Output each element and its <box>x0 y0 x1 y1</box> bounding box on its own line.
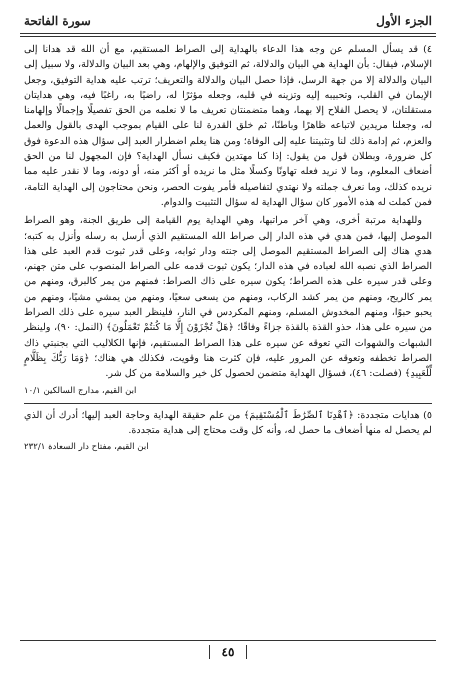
paragraph-4: ٤) قد يسأل المسلم عن وجه هذا الدعاء بالهداية إلى الصراط المستقيم، مع أن الله قد هدانا إلى الإسلام، فيقال: بأن الهداية هي البيان والدلالة، ثم التوفيق والإلهام، وهي بعد البيان والدلالة، ولا سبيل إلى البيان والدلالة إلا من جهة الرسل، فإذا حصل البيان والدلالة والتعريف؛ ترتب عليه هداية التوفيق، وجعل الإيمان في القلب، وتحبيبه إليه وتزينه في قلبه، وجعله مؤثرًا له، راضيًا به، راغبًا فيه، وهي هدايتان مستقلتان، لا يحصل الفلاح إلا بهما، وهما متضمنتان تعريف ما لا نعلمه من الحق تفصيلًا وإجمالًا وإلهامنا له، وجعلنا مريدين لاتباعه ظاهرًا وباطنًا، ثم خلق القدرة لنا على القيام بموجب الهدى بالقول والعمل والعزم، ثم إدامة ذلك لنا وتثبيتنا عليه إلى الوفاة؛ ومن هنا يعلم اضطرار العبد إلى سؤال هذه الدعوة فوق كل ضرورة، وبطلان قول من يقول: إذا كنا مهتدين فكيف نسأل الهداية؟ فإن المجهول لنا من الحق أضعاف المعلوم، وما لا نريد فعله تهاونًا وكسلًا مثل ما نريده أو أكثر منه، أو دونه، وما لا نقدر عليه مما نريده كذلك، وما نعرف جملته ولا نهتدي لتفاصيله فأمر يفوت الحصر، ونحن محتاجون إلى الهداية التامة، فمن كملت له هذه الأمور كان سؤال الهداية له سؤال التثبيت والدوام. <box>24 44 432 208</box>
footer-rule <box>20 640 436 641</box>
page-header <box>24 10 432 32</box>
reference-2: ابن القيم، مفتاح دار السعادة ٢٣٢/١ <box>24 442 149 453</box>
page-number: ٤٥ <box>209 645 248 659</box>
surah-title: سورة الفاتحة <box>24 14 91 28</box>
paragraph-5: ٥) هدايات متجددة: ﴿ٱهْدِنَا ٱلصِّرَٰطَ ٱلْمُسْتَقِيمَ﴾ من علم حقيقة الهداية وحاجة العبد إليها؛ أدرك أن الذي لم يحصل له منها أضعاف ما حصل له، وأنه كل وقت محتاج إلى هداية متجددة. <box>24 409 432 437</box>
paragraph-hidaya-akhira: وللهداية مرتبة أخرى، وهي آخر مراتبها، وهي الهداية يوم القيامة إلى طريق الجنة، وهو الصراط الموصل إليها، فمن هدي في هذه الدار إلى صراط الله المستقيم الذي أرسل به رسله وأنزل به كتبه؛ هدي هناك إلى الصراط المستقيم الموصل إلى جنته ودار ثوابه، وعلى قدر ثبوت قدم العبد على هذا الصراط الذي نصبه الله لعباده في هذه الدار؛ يكون ثبوت قدمه على الصراط المنصوب على متن جهنم، وعلى قدر سيره على هذه الصراط؛ يكون سيره على ذاك الصراط: فمنهم من يمر كالبرق، ومنهم من يمر كالريح، ومنهم من يمر كشد الركاب، ومنهم من يسعى سعيًا، ومنهم من يمشي مشيًا، ومنهم من يحبو حبوًا، ومنهم المخدوش المسلم، ومنهم المكردس في النار، فلينظر العبد سيره على ذلك الصراط من سيره على هذا، حذو القذة بالقذة جزاءً وفاقًا؛ ﴿هَلْ تُجْزَوْنَ إِلَّا مَا كُنتُمْ تَعْمَلُونَ﴾ (النمل: ٩٠)، ولينظر الشبهات والشهوات التي تعوقه عن سيره على هذا الصراط المستقيم، فإنها الكلاليب التي بجنبتي ذاك الصراط تخطفه وتعوقه عن المرور عليه، فإن كثرت هنا وقويت، فكذلك هي هناك؛ ﴿وَمَا رَبُّكَ بِظَلَّامٍ لِّلْعَبِيدِ﴾ (فصلت: ٤٦)، فسؤال الهداية متضمن لحصول كل خير والسلامة من كل شر. <box>24 215 432 380</box>
page-number-box <box>0 645 456 659</box>
reference-1: ابن القيم، مدارج السالكين ١٠/١ <box>24 385 137 396</box>
header-rule <box>20 33 436 34</box>
part-title: الجزء الأول <box>376 14 432 28</box>
header-rule-thin <box>20 36 436 37</box>
section-divider <box>24 403 432 404</box>
page-body <box>24 42 432 458</box>
